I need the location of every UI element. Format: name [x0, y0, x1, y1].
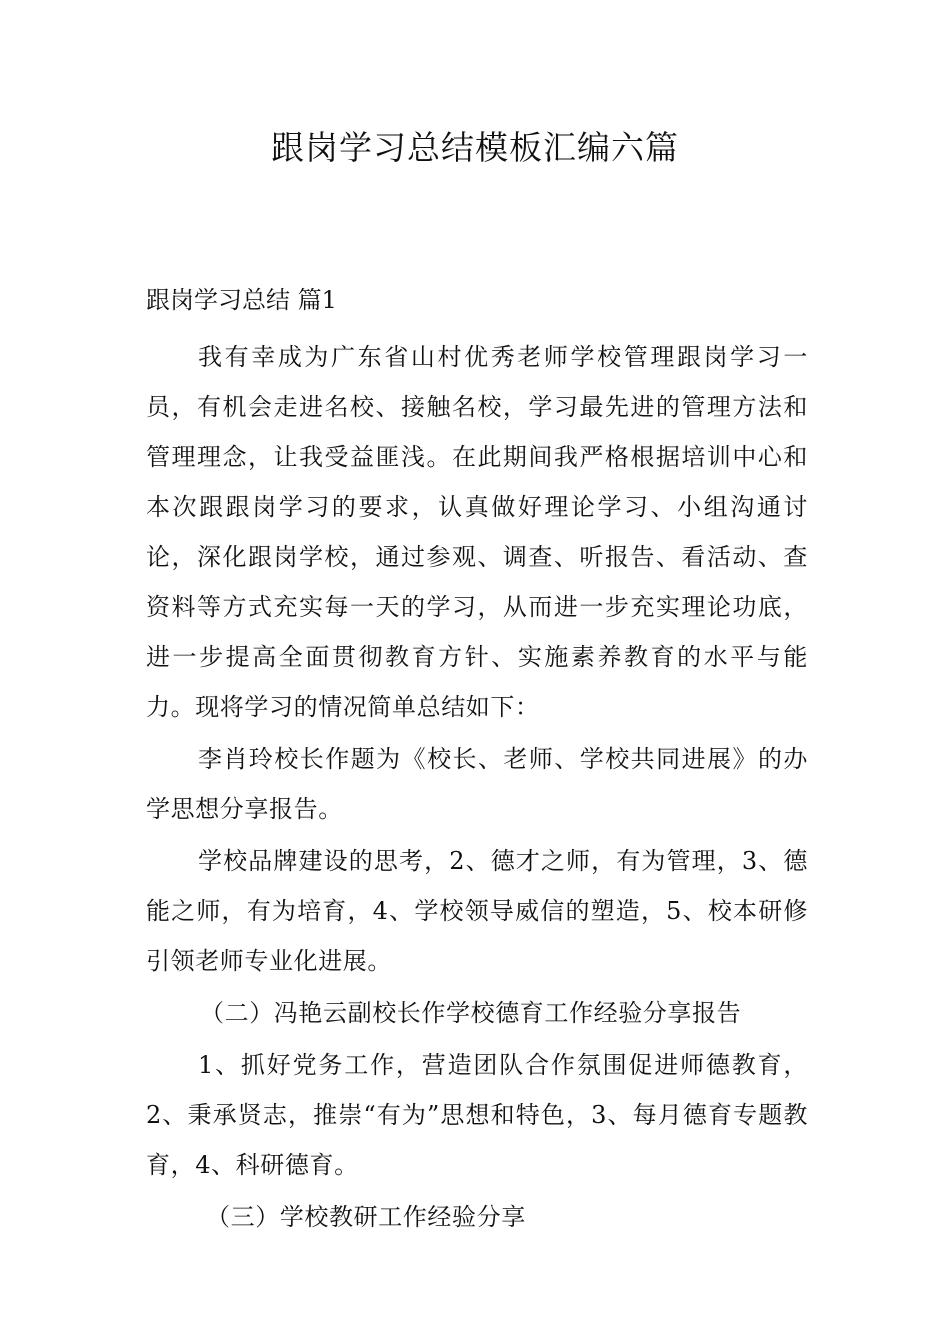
paragraph-intro: 我有幸成为广东省山村优秀老师学校管理跟岗学习一员，有机会走进名校、接触名校，学习最先进的管理方法和管理理念，让我受益匪浅。在此期间我严格根据培训中心和本次跟跟岗学习的要求，认真做好理论学习、小组沟通讨论，深化跟岗学校，通过参观、调查、听报告、看活动、查资料等方式充实每一天的学习，从而进一步充实理论功底，进一步提高全面贯彻教育方针、实施素养教育的水平与能力。现将学习的情况简单总结如下： [146, 343, 808, 721]
document-title: 跟岗学习总结模板汇编六篇 [271, 128, 679, 167]
paragraph-moral-education-points: 1、抓好党务工作，营造团队合作氛围促进师德教育，2、秉承贤志，推崇“有为”思想和特色，3、每月德育专题教育，4、科研德育。 [146, 1051, 808, 1179]
document-body [146, 282, 808, 1244]
paragraph-brand-building: 学校品牌建设的思考，2、德才之师，有为管理，3、德能之师，有为培育，4、学校领导威信的塑造，5、校本研修引领老师专业化进展。 [146, 847, 808, 975]
paragraph-moral-education-heading: （二）冯艳云副校长作学校德育工作经验分享报告 [200, 999, 742, 1027]
section-heading: 跟岗学习总结 篇1 [146, 286, 337, 314]
paragraph-principal-report: 李肖玲校长作题为《校长、老师、学校共同进展》的办学思想分享报告。 [146, 745, 808, 823]
paragraph-teaching-research-heading: （三）学校教研工作经验分享 [206, 1203, 526, 1231]
